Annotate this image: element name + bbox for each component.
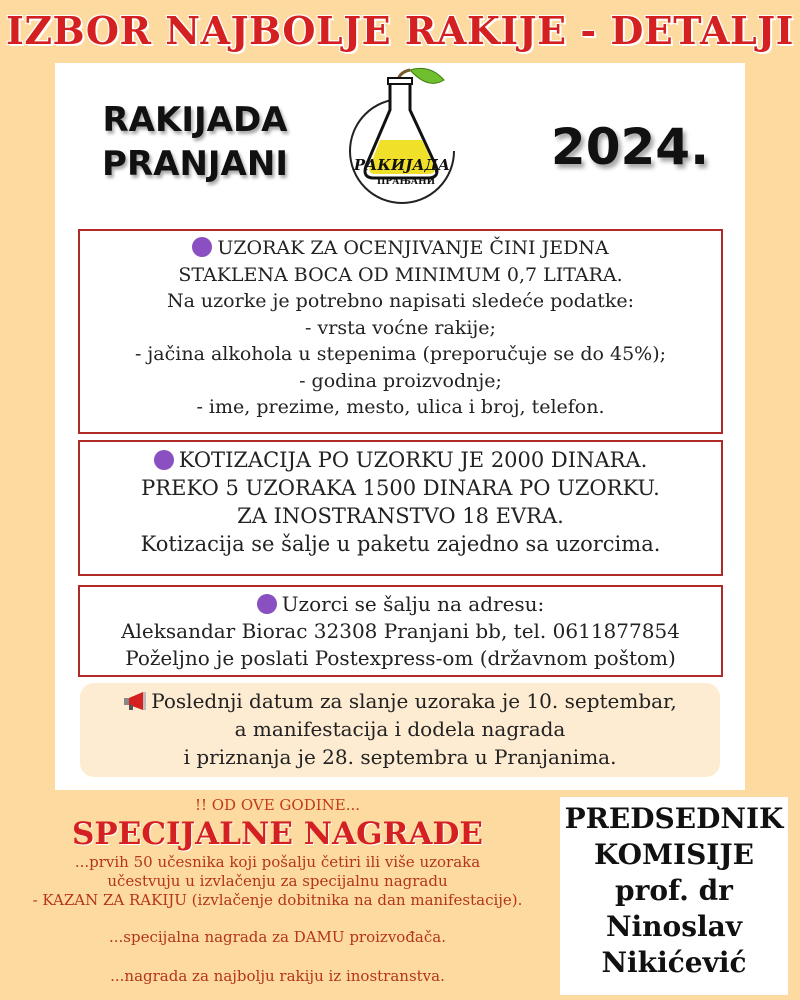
- president-line3: prof. dr: [615, 874, 733, 907]
- president-line5: Nikićević: [601, 946, 747, 979]
- fee-line4: Kotizacija se šalje u paketu zajedno sa uzorcima.: [140, 532, 661, 556]
- president-box: [560, 797, 788, 995]
- event-year: 2024.: [550, 118, 710, 176]
- address-box: [78, 585, 723, 677]
- special-note2: ...specijalna nagrada za DAMU proizvođača.: [109, 928, 446, 946]
- fee-box: [78, 440, 723, 576]
- purple-circle-icon: [257, 594, 277, 614]
- fee-line1: KOTIZACIJA PO UZORKU JE 2000 DINARA.: [80, 446, 721, 474]
- special-note1-line3: - KAZAN ZA RAKIJU (izvlačenje dobitnika na dan manifestacije).: [32, 891, 523, 909]
- address-line2: Aleksandar Biorac 32308 Pranjani bb, tel. 0611877854: [121, 619, 680, 643]
- special-note1-line1: ...prvih 50 učesnika koji pošalju četiri ili više uzoraka: [74, 853, 481, 871]
- rakijada-logo: [340, 66, 470, 216]
- address-line3: Poželjno je poslati Postexpress-om (državnom poštom): [125, 646, 676, 670]
- sample-line6: - godina proizvodnje;: [299, 369, 502, 392]
- president-line4: Ninoslav: [605, 910, 743, 943]
- president-line2: KOMISIJE: [594, 838, 754, 871]
- special-alert: !! OD OVE GODINE...: [194, 796, 361, 814]
- logo-text-line2: ПРАЊАНИ: [376, 177, 436, 187]
- sample-line5: - jačina alkohola u stepenima (preporučuje se do 45%);: [134, 343, 667, 365]
- deadline-line2: a manifestacija i dodela nagrada: [234, 717, 566, 741]
- event-name: [80, 98, 310, 186]
- deadline-line3: i priznanja je 28. septembra u Pranjanima.: [183, 745, 617, 769]
- logo-text-line1: РАКИЈАДА: [353, 156, 451, 174]
- special-awards-section: [0, 795, 555, 986]
- special-note1-line2: učestvuju u izvlačenju za specijalnu nagradu: [107, 872, 448, 890]
- sample-line4: - vrsta voćne rakije;: [305, 316, 496, 339]
- fee-line2: PREKO 5 UZORAKA 1500 DINARA PO UZORKU.: [141, 476, 660, 500]
- sample-requirements-box: [78, 229, 723, 434]
- special-awards-title: SPECIJALNE NAGRADE: [72, 816, 483, 852]
- deadline-line1: Poslednji datum za slanje uzoraka je 10. septembar,: [80, 687, 720, 715]
- deadline-box: [80, 683, 720, 777]
- event-name-line1: RAKIJADA: [102, 100, 288, 140]
- megaphone-icon: [123, 691, 147, 711]
- fee-line3: ZA INOSTRANSTVO 18 EVRA.: [237, 504, 564, 528]
- purple-circle-icon: [154, 450, 174, 470]
- president-line1: PREDSEDNIK: [564, 802, 784, 835]
- sample-line7: - ime, prezime, mesto, ulica i broj, telefon.: [196, 396, 605, 418]
- sample-line3: Na uzorke je potrebno napisati sledeće podatke:: [166, 290, 635, 312]
- event-name-line2: PRANJANI: [102, 144, 288, 184]
- page-title: IZBOR NAJBOLJE RAKIJE - DETALJI: [6, 8, 794, 53]
- sample-line2: STAKLENA BOCA OD MINIMUM 0,7 LITARA.: [178, 263, 623, 286]
- sample-line1: UZORAK ZA OCENJIVANJE ČINI JEDNA: [80, 235, 721, 262]
- special-note3: ...nagrada za najbolju rakiju iz inostranstva.: [110, 967, 445, 985]
- purple-circle-icon: [192, 237, 212, 257]
- address-line1: Uzorci se šalju na adresu:: [80, 591, 721, 618]
